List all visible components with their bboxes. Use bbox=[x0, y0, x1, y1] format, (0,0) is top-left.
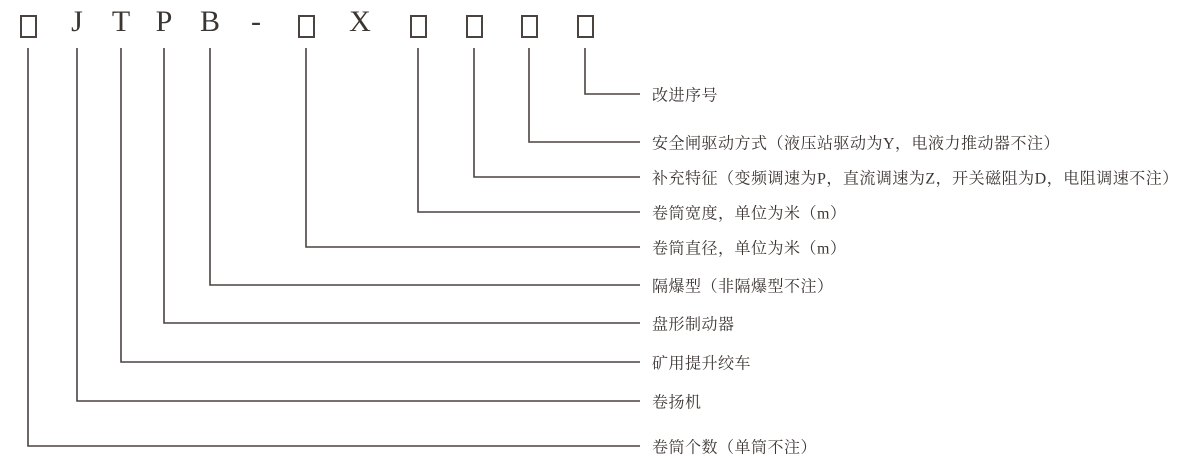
designation-label: 隔爆型（非隔爆型不注） bbox=[652, 278, 834, 296]
code-placeholder-box bbox=[20, 15, 37, 38]
code-hyphen: - bbox=[251, 5, 261, 38]
designation-label: 卷扬机 bbox=[652, 394, 702, 412]
connector-line bbox=[77, 48, 640, 401]
designation-label: 卷筒直径，单位为米（m） bbox=[652, 240, 847, 258]
connector-line bbox=[164, 48, 640, 323]
code-letter-J: J bbox=[71, 5, 83, 38]
code-placeholder-box bbox=[577, 15, 594, 38]
designation-label: 卷筒个数（单筒不注） bbox=[652, 439, 818, 457]
connector-line bbox=[529, 48, 640, 142]
code-placeholder-box bbox=[410, 15, 427, 38]
designation-label: 矿用提升绞车 bbox=[652, 355, 752, 373]
designation-label: 补充特征（变频调速为P，直流调速为Z，开关磁阻为D，电阻调速不注） bbox=[652, 170, 1179, 188]
code-letter-B: B bbox=[199, 5, 220, 38]
connector-line bbox=[585, 48, 640, 94]
designation-label: 改进序号 bbox=[652, 87, 719, 105]
code-placeholder-box bbox=[298, 15, 315, 38]
connector-line bbox=[474, 48, 640, 177]
code-letter-X: X bbox=[349, 5, 371, 38]
connector-line bbox=[210, 48, 640, 285]
connector-line bbox=[121, 48, 640, 362]
code-letter-T: T bbox=[111, 5, 131, 38]
designation-label: 安全闸驱动方式（液压站驱动为Y，电液力推动器不注） bbox=[652, 135, 1061, 153]
code-letter-P: P bbox=[155, 5, 173, 38]
code-placeholder-box bbox=[466, 15, 483, 38]
connector-line bbox=[418, 48, 640, 212]
designation-label: 盘形制动器 bbox=[652, 316, 735, 334]
code-placeholder-box bbox=[521, 15, 538, 38]
designation-label: 卷筒宽度，单位为米（m） bbox=[652, 205, 847, 223]
connector-line bbox=[306, 48, 640, 247]
connector-line bbox=[28, 48, 640, 446]
